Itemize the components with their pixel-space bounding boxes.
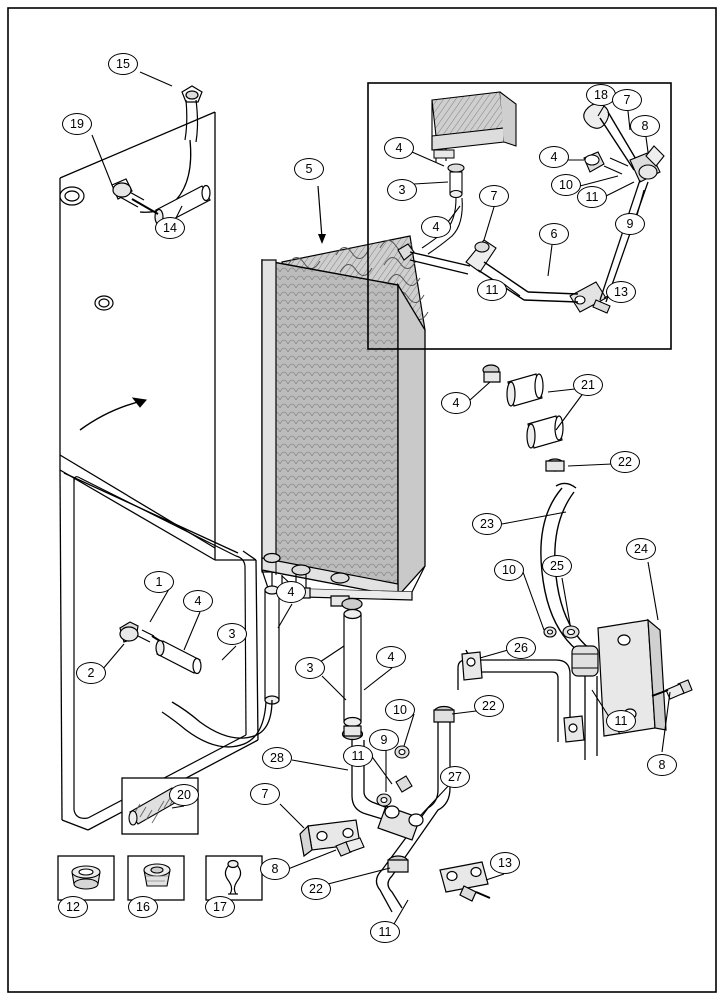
callout-label: 2	[87, 666, 95, 680]
callout-label: 8	[271, 862, 279, 876]
callout-label: 20	[177, 788, 191, 802]
callout-label: 7	[623, 93, 631, 107]
callout-label: 12	[66, 900, 80, 914]
callout-label: 11	[351, 749, 365, 763]
callout-label: 9	[380, 733, 388, 747]
callout-label: 28	[270, 751, 284, 765]
callout-label: 27	[448, 770, 462, 784]
callout-9-b[interactable]	[369, 729, 399, 751]
callout-9-a[interactable]	[615, 213, 645, 235]
callout-4-g[interactable]	[376, 646, 406, 668]
inset-condenser	[432, 92, 516, 162]
callout-label: 8	[641, 119, 649, 133]
callout-8-a[interactable]	[630, 115, 660, 137]
callout-label: 16	[136, 900, 150, 914]
callout-22-b[interactable]	[474, 695, 504, 717]
cab-fitting-19	[60, 187, 113, 310]
callout-27[interactable]	[440, 766, 470, 788]
callout-4-f[interactable]	[276, 581, 306, 603]
callout-4-c[interactable]	[539, 146, 569, 168]
callout-16[interactable]	[128, 896, 158, 918]
ferrule-9-10-lower	[377, 746, 412, 806]
callout-label: 4	[287, 585, 295, 599]
callout-22-a[interactable]	[610, 451, 640, 473]
ferrule-22-bottom	[388, 856, 408, 872]
part-16-plug	[144, 864, 170, 886]
callout-label: 22	[618, 455, 632, 469]
condenser-core	[262, 260, 398, 596]
callout-label: 19	[70, 117, 84, 131]
callout-8-c[interactable]	[260, 858, 290, 880]
callout-label: 22	[482, 699, 496, 713]
callout-1[interactable]	[144, 571, 174, 593]
callout-label: 13	[614, 285, 628, 299]
callout-15[interactable]	[108, 53, 138, 75]
part-12-cap	[72, 866, 100, 889]
callout-label: 14	[163, 221, 177, 235]
callout-label: 6	[550, 227, 558, 241]
callout-11-e[interactable]	[370, 921, 400, 943]
callout-label: 10	[393, 703, 407, 717]
callout-7-a[interactable]	[479, 185, 509, 207]
callout-label: 11	[585, 190, 599, 204]
callout-label: 21	[581, 378, 595, 392]
callout-11-b[interactable]	[577, 186, 607, 208]
part-15-fitting	[182, 86, 202, 142]
callout-3-c[interactable]	[295, 657, 325, 679]
callout-label: 4	[387, 650, 395, 664]
condenser-assembly	[262, 236, 428, 600]
callout-4-e[interactable]	[183, 590, 213, 612]
callout-label: 8	[658, 758, 666, 772]
callout-5[interactable]	[294, 158, 324, 180]
condenser-side	[398, 285, 425, 596]
callout-20[interactable]	[169, 784, 199, 806]
callout-13-a[interactable]	[606, 281, 636, 303]
part-1-2-assembly	[120, 622, 201, 674]
callout-label: 11	[485, 283, 499, 297]
callout-label: 17	[213, 900, 227, 914]
callout-label: 24	[634, 542, 648, 556]
inset-bracket-13	[524, 282, 610, 313]
callout-4-b[interactable]	[421, 216, 451, 238]
ferrule-11-right	[572, 646, 598, 676]
callout-label: 11	[378, 925, 392, 939]
callout-4-d[interactable]	[441, 392, 471, 414]
callout-22-c[interactable]	[301, 878, 331, 900]
callout-label: 13	[498, 856, 512, 870]
callout-4-a[interactable]	[384, 137, 414, 159]
part-21-tubes	[483, 365, 564, 471]
callout-25[interactable]	[542, 555, 572, 577]
leader-5	[318, 186, 322, 238]
callout-label: 3	[398, 183, 406, 197]
callout-13-b[interactable]	[490, 852, 520, 874]
callout-label: 4	[452, 396, 460, 410]
callout-10-c[interactable]	[385, 699, 415, 721]
ferrule-22-tube27	[434, 707, 454, 723]
callout-label: 23	[480, 517, 494, 531]
callout-label: 3	[228, 627, 236, 641]
callout-label: 4	[194, 594, 202, 608]
callout-label: 4	[395, 141, 403, 155]
callout-11-a[interactable]	[477, 279, 507, 301]
callout-label: 26	[514, 641, 528, 655]
assembly-arrow	[80, 400, 146, 430]
callout-3-a[interactable]	[387, 179, 417, 201]
callout-label: 25	[550, 559, 564, 573]
callout-label: 22	[309, 882, 323, 896]
callout-label: 9	[626, 217, 634, 231]
bracket-13-lower	[440, 862, 490, 901]
callout-14[interactable]	[155, 217, 185, 239]
callout-21[interactable]	[573, 374, 603, 396]
callout-label: 18	[594, 88, 608, 102]
callout-7-c[interactable]	[250, 783, 280, 805]
callout-label: 5	[305, 162, 313, 176]
callout-label: 15	[116, 57, 130, 71]
part-19-connector	[112, 179, 158, 214]
callout-28[interactable]	[262, 747, 292, 769]
fitting-27-block	[378, 806, 423, 840]
callout-label: 10	[559, 178, 573, 192]
callout-7-b[interactable]	[612, 89, 642, 111]
callout-label: 11	[614, 714, 628, 728]
callout-label: 4	[432, 220, 440, 234]
leader-5-arrow	[318, 234, 326, 244]
callout-10-b[interactable]	[494, 559, 524, 581]
callout-12[interactable]	[58, 896, 88, 918]
callout-10-a[interactable]	[551, 174, 581, 196]
callout-label: 7	[490, 189, 498, 203]
callout-19[interactable]	[62, 113, 92, 135]
callout-label: 4	[550, 150, 558, 164]
callout-label: 7	[261, 787, 269, 801]
callout-26[interactable]	[506, 637, 536, 659]
callout-label: 10	[502, 563, 516, 577]
callout-17[interactable]	[205, 896, 235, 918]
condenser-left-rail	[262, 260, 276, 572]
callout-8-b[interactable]	[647, 754, 677, 776]
callout-23[interactable]	[472, 513, 502, 535]
callout-24[interactable]	[626, 538, 656, 560]
callout-11-c[interactable]	[606, 710, 636, 732]
callout-3-b[interactable]	[217, 623, 247, 645]
callout-label: 1	[155, 575, 163, 589]
callout-2[interactable]	[76, 662, 106, 684]
callout-11-d[interactable]	[343, 745, 373, 767]
callout-6[interactable]	[539, 223, 569, 245]
callout-label: 3	[306, 661, 314, 675]
